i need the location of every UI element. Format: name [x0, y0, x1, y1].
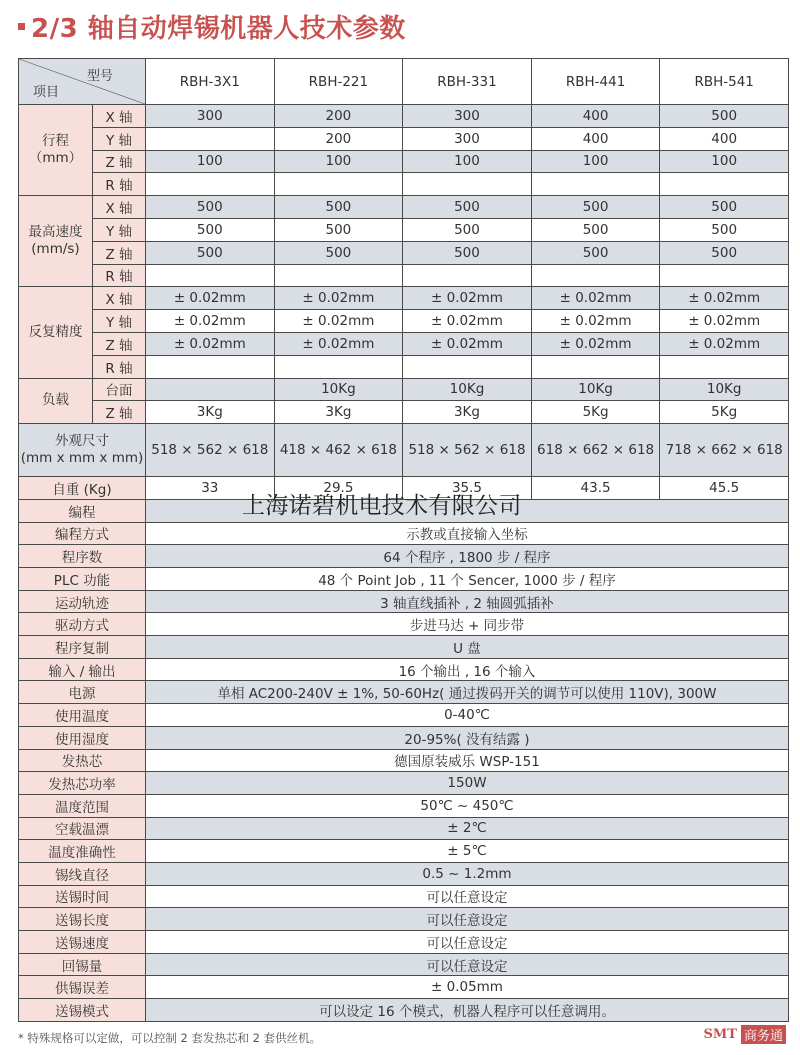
spec-label-cell: 供锡误差 — [19, 976, 146, 999]
spec-label-cell: 送锡速度 — [19, 931, 146, 954]
spec-label-cell: 驱动方式 — [19, 613, 146, 636]
table-row — [19, 150, 789, 173]
value-cell: 400 — [531, 105, 660, 128]
value-cell — [274, 173, 403, 196]
header-corner-cell — [19, 59, 146, 105]
value-cell: ± 0.02mm — [531, 287, 660, 310]
model-header-cell: RBH-221 — [274, 59, 403, 105]
value-cell: 500 — [146, 196, 275, 219]
value-cell: ± 0.02mm — [403, 332, 532, 355]
value-cell — [146, 378, 275, 401]
axis-label-cell: X 轴 — [93, 105, 146, 128]
table-row — [19, 840, 789, 863]
spec-value-cell: U 盘 — [146, 636, 789, 659]
table-row — [19, 264, 789, 287]
value-cell — [660, 355, 789, 378]
table-row — [19, 817, 789, 840]
spec-label-cell: PLC 功能 — [19, 568, 146, 591]
spec-value-cell: ± 5℃ — [146, 840, 789, 863]
value-cell: 500 — [660, 196, 789, 219]
value-cell: ± 0.02mm — [146, 287, 275, 310]
value-cell: 3Kg — [274, 401, 403, 424]
table-row — [19, 218, 789, 241]
model-header-cell: RBH-331 — [403, 59, 532, 105]
value-cell: 500 — [531, 241, 660, 264]
spec-label-cell: 锡线直径 — [19, 862, 146, 885]
value-cell: 200 — [274, 105, 403, 128]
axis-label-cell: Z 轴 — [93, 150, 146, 173]
value-cell — [146, 127, 275, 150]
value-cell: 35.5 — [403, 477, 532, 500]
value-cell — [531, 355, 660, 378]
spec-label-cell: 温度范围 — [19, 794, 146, 817]
value-cell: 200 — [274, 127, 403, 150]
table-row — [19, 931, 789, 954]
spec-value-cell: 可以任意设定 — [146, 953, 789, 976]
spec-value-cell: 64 个程序 , 1800 步 / 程序 — [146, 545, 789, 568]
header-row — [19, 59, 789, 105]
spec-value-cell: 步进马达 + 同步带 — [146, 613, 789, 636]
axis-label-cell: R 轴 — [93, 264, 146, 287]
table-row — [19, 378, 789, 401]
axis-label-cell: 台面 — [93, 378, 146, 401]
value-cell: 43.5 — [531, 477, 660, 500]
spec-value-cell: 50℃ ~ 450℃ — [146, 794, 789, 817]
spec-value-cell: 示教或直接输入坐标 — [146, 522, 789, 545]
group-label-cell: 行程 （mm） — [19, 105, 93, 196]
value-cell: ± 0.02mm — [660, 287, 789, 310]
spec-label-cell: 编程 — [19, 499, 146, 522]
value-cell: 418 × 462 × 618 — [274, 424, 403, 477]
spec-label-cell: 送锡时间 — [19, 885, 146, 908]
axis-label-cell: X 轴 — [93, 196, 146, 219]
value-cell: 500 — [274, 196, 403, 219]
value-cell: 3Kg — [146, 401, 275, 424]
spec-label-cell: 送锡长度 — [19, 908, 146, 931]
spec-value-cell: 48 个 Point Job , 11 个 Sencer, 1000 步 / 程序 — [146, 568, 789, 591]
title-text: 2/3 轴自动焊锡机器人技术参数 — [31, 13, 406, 44]
value-cell — [403, 173, 532, 196]
company-watermark: 上海诺碧机电技术有限公司 — [242, 493, 522, 519]
value-cell — [531, 173, 660, 196]
value-cell: 100 — [660, 150, 789, 173]
axis-label-cell: Y 轴 — [93, 218, 146, 241]
spec-value-cell: 0.5 ~ 1.2mm — [146, 862, 789, 885]
value-cell: 500 — [403, 218, 532, 241]
value-cell: 100 — [403, 150, 532, 173]
value-cell: 518 × 562 × 618 — [403, 424, 532, 477]
spec-label-cell: 空载温漂 — [19, 817, 146, 840]
value-cell — [274, 355, 403, 378]
value-cell: 3Kg — [403, 401, 532, 424]
table-row — [19, 862, 789, 885]
value-cell: 518 × 562 × 618 — [146, 424, 275, 477]
spec-value-cell: 可以任意设定 — [146, 931, 789, 954]
axis-label-cell: Z 轴 — [93, 332, 146, 355]
spec-label-cell: 发热芯 — [19, 749, 146, 772]
value-cell: 718 × 662 × 618 — [660, 424, 789, 477]
value-cell: 29.5 — [274, 477, 403, 500]
value-cell: ± 0.02mm — [274, 310, 403, 333]
group-label-cell: 反复精度 — [19, 287, 93, 378]
value-cell: ± 0.02mm — [146, 332, 275, 355]
value-cell: 500 — [146, 241, 275, 264]
value-cell: 400 — [531, 127, 660, 150]
table-row — [19, 568, 789, 591]
table-row — [19, 953, 789, 976]
value-cell — [660, 264, 789, 287]
axis-label-cell: Y 轴 — [93, 310, 146, 333]
table-row — [19, 127, 789, 150]
spec-value-cell: 德国原装威乐 WSP-151 — [146, 749, 789, 772]
page-title — [18, 8, 406, 44]
value-cell: 618 × 662 × 618 — [531, 424, 660, 477]
spec-value-cell: 可以设定 16 个模式，机器人程序可以任意调用。 — [146, 999, 789, 1022]
table-row — [19, 522, 789, 545]
value-cell: 500 — [403, 196, 532, 219]
value-cell: ± 0.02mm — [660, 332, 789, 355]
value-cell — [274, 264, 403, 287]
axis-label-cell: X 轴 — [93, 287, 146, 310]
value-cell: 10Kg — [403, 378, 532, 401]
value-cell: 33 — [146, 477, 275, 500]
table-row — [19, 681, 789, 704]
value-cell — [146, 173, 275, 196]
value-cell: 500 — [531, 218, 660, 241]
item-label: 项目 — [33, 85, 60, 100]
value-cell: 400 — [660, 127, 789, 150]
spec-label-cell: 编程方式 — [19, 522, 146, 545]
table-row — [19, 105, 789, 128]
value-cell: 100 — [146, 150, 275, 173]
table-row — [19, 590, 789, 613]
spec-table — [18, 58, 789, 1022]
spec-value-cell: 单相 AC200-240V ± 1%, 50-60Hz( 通过拨码开关的调节可以使用 110V), 300W — [146, 681, 789, 704]
value-cell: 10Kg — [660, 378, 789, 401]
value-cell: 300 — [403, 127, 532, 150]
table-row — [19, 613, 789, 636]
spec-value-cell: 20-95%( 没有结露 ) — [146, 726, 789, 749]
table-row — [19, 726, 789, 749]
axis-label-cell: Z 轴 — [93, 401, 146, 424]
spec-value-cell: 16 个输出 , 16 个输入 — [146, 658, 789, 681]
table-row — [19, 401, 789, 424]
table-row — [19, 885, 789, 908]
spec-label-cell: 使用温度 — [19, 704, 146, 727]
table-row — [19, 976, 789, 999]
value-cell — [660, 173, 789, 196]
value-cell: 10Kg — [531, 378, 660, 401]
value-cell: 500 — [660, 218, 789, 241]
table-row — [19, 636, 789, 659]
table-row — [19, 999, 789, 1022]
spec-value-cell: 3 轴直线插补 , 2 轴圆弧插补 — [146, 590, 789, 613]
spec-value-cell: ± 2℃ — [146, 817, 789, 840]
axis-label-cell: R 轴 — [93, 355, 146, 378]
value-cell: 100 — [531, 150, 660, 173]
table-row — [19, 545, 789, 568]
table-row — [19, 287, 789, 310]
value-cell: 5Kg — [660, 401, 789, 424]
spec-value-cell: 可以任意设定 — [146, 885, 789, 908]
value-cell: 300 — [146, 105, 275, 128]
spec-value-cell: 0-40℃ — [146, 704, 789, 727]
title-bullet-icon — [18, 23, 25, 30]
model-header-cell: RBH-541 — [660, 59, 789, 105]
model-label: 型号 — [86, 69, 113, 84]
value-cell: 45.5 — [660, 477, 789, 500]
table-row — [19, 196, 789, 219]
smt-logo — [704, 1025, 786, 1044]
table-row — [19, 658, 789, 681]
value-cell: ± 0.02mm — [403, 310, 532, 333]
value-cell: ± 0.02mm — [531, 332, 660, 355]
value-cell: ± 0.02mm — [403, 287, 532, 310]
axis-label-cell: Z 轴 — [93, 241, 146, 264]
spec-label-cell: 运动轨迹 — [19, 590, 146, 613]
value-cell — [403, 264, 532, 287]
value-cell: 10Kg — [274, 378, 403, 401]
smt-logo-badge: 商务通 — [741, 1025, 786, 1044]
value-cell: ± 0.02mm — [660, 310, 789, 333]
table-row — [19, 355, 789, 378]
value-cell: 500 — [274, 218, 403, 241]
table-row — [19, 704, 789, 727]
spec-label-cell: 电源 — [19, 681, 146, 704]
table-row — [19, 173, 789, 196]
value-cell — [403, 355, 532, 378]
group-label-cell: 负载 — [19, 378, 93, 424]
value-cell: 500 — [274, 241, 403, 264]
value-cell: ± 0.02mm — [274, 332, 403, 355]
table-row — [19, 794, 789, 817]
value-cell: ± 0.02mm — [531, 310, 660, 333]
group-label-cell: 最高速度 (mm/s) — [19, 196, 93, 287]
table-row — [19, 332, 789, 355]
spec-label-cell: 送锡模式 — [19, 999, 146, 1022]
table-row — [19, 772, 789, 795]
value-cell — [146, 355, 275, 378]
value-cell: ± 0.02mm — [274, 287, 403, 310]
footnote: * 特殊规格可以定做，可以控制 2 套发热芯和 2 套供丝机。 — [18, 1031, 322, 1045]
spec-label-cell: 回锡量 — [19, 953, 146, 976]
spec-label-cell: 程序数 — [19, 545, 146, 568]
weight-label-cell: 自重 (Kg) — [19, 477, 146, 500]
value-cell: 500 — [146, 218, 275, 241]
value-cell: 5Kg — [531, 401, 660, 424]
value-cell — [531, 264, 660, 287]
spec-value-cell: 150W — [146, 772, 789, 795]
table-row — [19, 749, 789, 772]
value-cell: 100 — [274, 150, 403, 173]
value-cell: 300 — [403, 105, 532, 128]
value-cell: 500 — [660, 241, 789, 264]
axis-label-cell: R 轴 — [93, 173, 146, 196]
model-header-cell: RBH-3X1 — [146, 59, 275, 105]
spec-label-cell: 发热芯功率 — [19, 772, 146, 795]
model-header-cell: RBH-441 — [531, 59, 660, 105]
table-row — [19, 908, 789, 931]
value-cell — [146, 264, 275, 287]
spec-label-cell: 程序复制 — [19, 636, 146, 659]
spec-label-cell: 温度准确性 — [19, 840, 146, 863]
spec-label-cell: 输入 / 输出 — [19, 658, 146, 681]
spec-value-cell: 可以任意设定 — [146, 908, 789, 931]
table-row — [19, 310, 789, 333]
value-cell: ± 0.02mm — [146, 310, 275, 333]
axis-label-cell: Y 轴 — [93, 127, 146, 150]
value-cell: 500 — [531, 196, 660, 219]
spec-label-cell: 使用湿度 — [19, 726, 146, 749]
table-row — [19, 424, 789, 477]
value-cell: 500 — [403, 241, 532, 264]
table-row — [19, 241, 789, 264]
spec-value-cell: ± 0.05mm — [146, 976, 789, 999]
dimension-label-cell: 外观尺寸 (mm x mm x mm) — [19, 424, 146, 477]
smt-logo-text: SMT — [703, 1027, 737, 1042]
value-cell: 500 — [660, 105, 789, 128]
